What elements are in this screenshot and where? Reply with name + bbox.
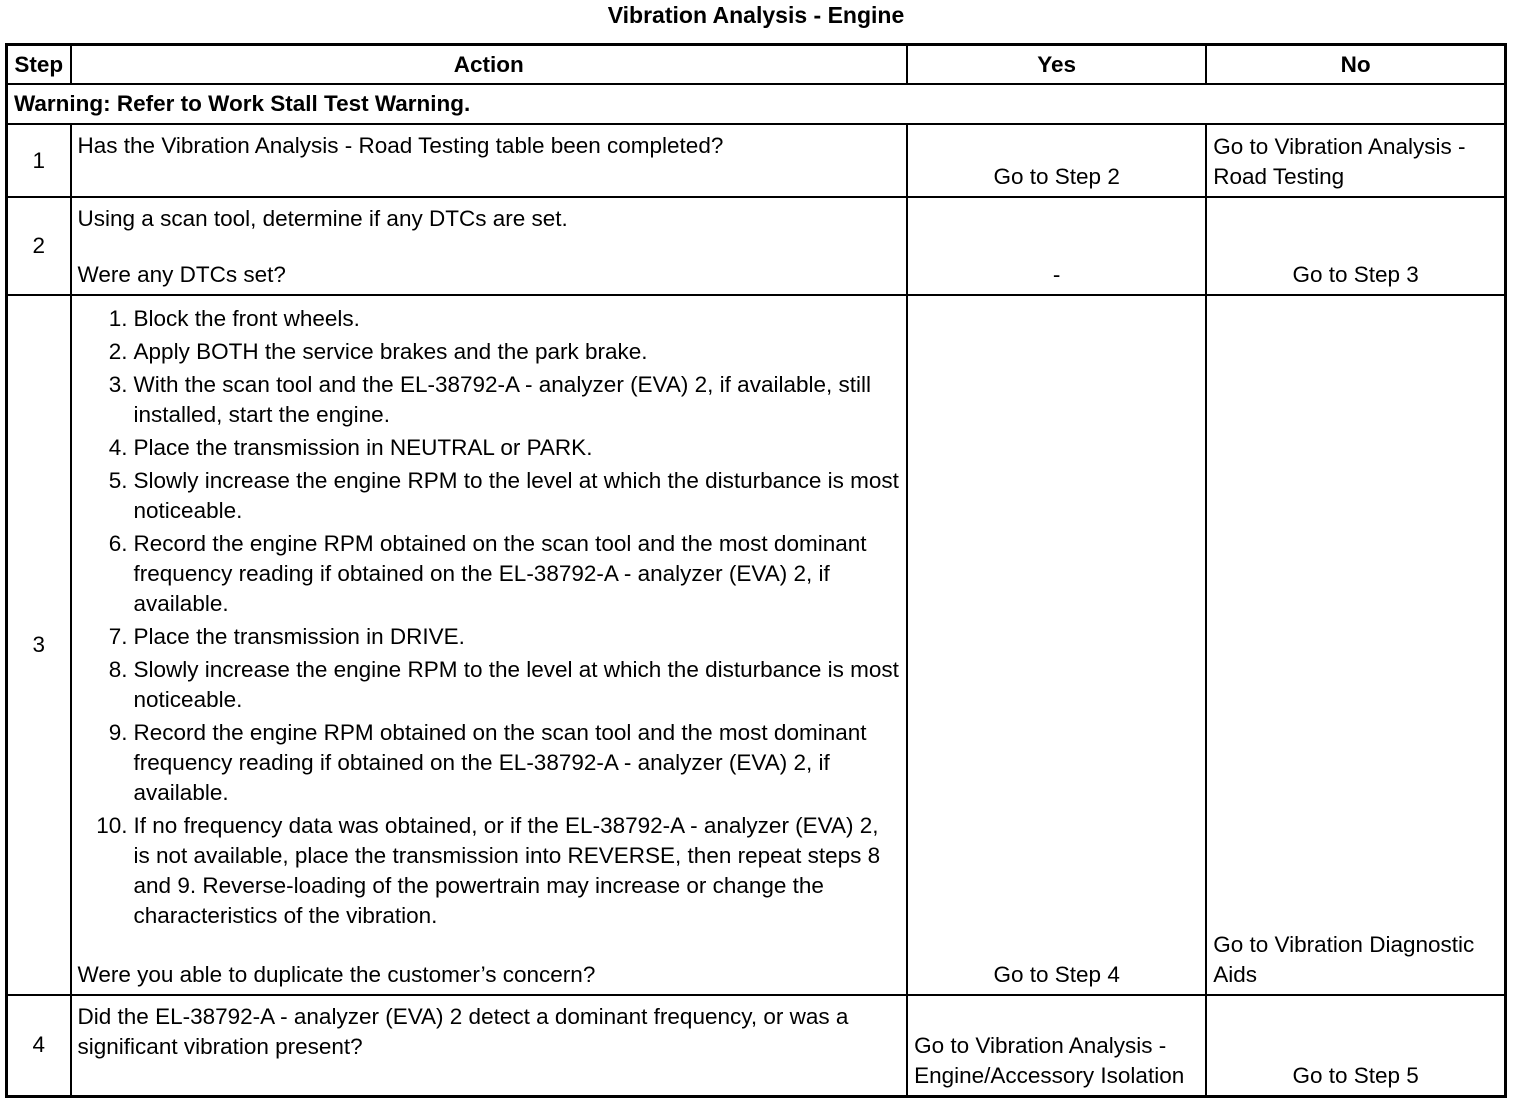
list-item: 5. Slowly increase the engine RPM to the level at which the disturbance is most noticeable. xyxy=(108,468,899,523)
action-question: Were you able to duplicate the customer’s concern? xyxy=(77,962,596,987)
no-result: Go to Step 5 xyxy=(1206,995,1505,1096)
header-no: No xyxy=(1206,45,1505,85)
header-row xyxy=(7,45,1506,85)
no-result: Go to Vibration Analysis - Road Testing xyxy=(1206,124,1505,197)
table-title: Vibration Analysis - Engine xyxy=(607,2,905,28)
action-cell xyxy=(71,197,908,295)
header-action: Action xyxy=(71,45,908,85)
yes-result: - xyxy=(907,197,1206,295)
table-row xyxy=(7,295,1506,995)
yes-result: Go to Step 2 xyxy=(907,124,1206,197)
step-number: 1 xyxy=(7,124,71,197)
warning-row xyxy=(7,84,1506,124)
procedure-list xyxy=(78,304,901,931)
list-item: 8. Slowly increase the engine RPM to the level at which the disturbance is most noticeable. xyxy=(108,657,899,712)
list-item: 10. If no frequency data was obtained, or if the EL-38792-A - analyzer (EVA) 2, is not available, place the transmission into REVERSE, then repeat steps 8 and 9. Reverse-loading of the powertrain may increase or change the characteristics of the vibration. xyxy=(96,813,881,928)
action-text: Did the EL-38792-A - analyzer (EVA) 2 detect a dominant frequency, or was a significant vibration present? xyxy=(71,995,908,1096)
action-text: Has the Vibration Analysis - Road Testing table been completed? xyxy=(71,124,908,197)
list-item: 2. Apply BOTH the service brakes and the park brake. xyxy=(108,339,648,364)
list-item: 9. Record the engine RPM obtained on the scan tool and the most dominant frequency reading if obtained on the EL-38792-A - analyzer (EVA) 2, if available. xyxy=(108,720,867,805)
no-result: Go to Vibration Diagnostic Aids xyxy=(1206,295,1505,995)
diagnostic-table xyxy=(5,43,1507,1098)
no-result: Go to Step 3 xyxy=(1206,197,1505,295)
action-question: Were any DTCs set? xyxy=(77,262,286,287)
step-number: 3 xyxy=(7,295,71,995)
warning-text: Warning: Refer to Work Stall Test Warning. xyxy=(7,84,1506,124)
step-number: 2 xyxy=(7,197,71,295)
list-item: 6. Record the engine RPM obtained on the scan tool and the most dominant frequency reading if obtained on the EL-38792-A - analyzer (EVA) 2, if available. xyxy=(108,531,867,616)
header-yes: Yes xyxy=(907,45,1206,85)
table-row xyxy=(7,197,1506,295)
action-cell xyxy=(71,295,908,995)
list-item: 7. Place the transmission in DRIVE. xyxy=(108,624,465,649)
list-item: 1. Block the front wheels. xyxy=(108,306,360,331)
action-text: Using a scan tool, determine if any DTCs are set. xyxy=(77,206,568,231)
header-step: Step xyxy=(7,45,71,85)
list-item: 3. With the scan tool and the EL-38792-A - analyzer (EVA) 2, if available, still installed, start the engine. xyxy=(108,372,871,427)
list-item: 4. Place the transmission in NEUTRAL or PARK. xyxy=(108,435,593,460)
step-number: 4 xyxy=(7,995,71,1096)
table-row xyxy=(7,995,1506,1096)
yes-result: Go to Step 4 xyxy=(907,295,1206,995)
table-row xyxy=(7,124,1506,197)
yes-result: Go to Vibration Analysis - Engine/Accessory Isolation xyxy=(907,995,1206,1096)
